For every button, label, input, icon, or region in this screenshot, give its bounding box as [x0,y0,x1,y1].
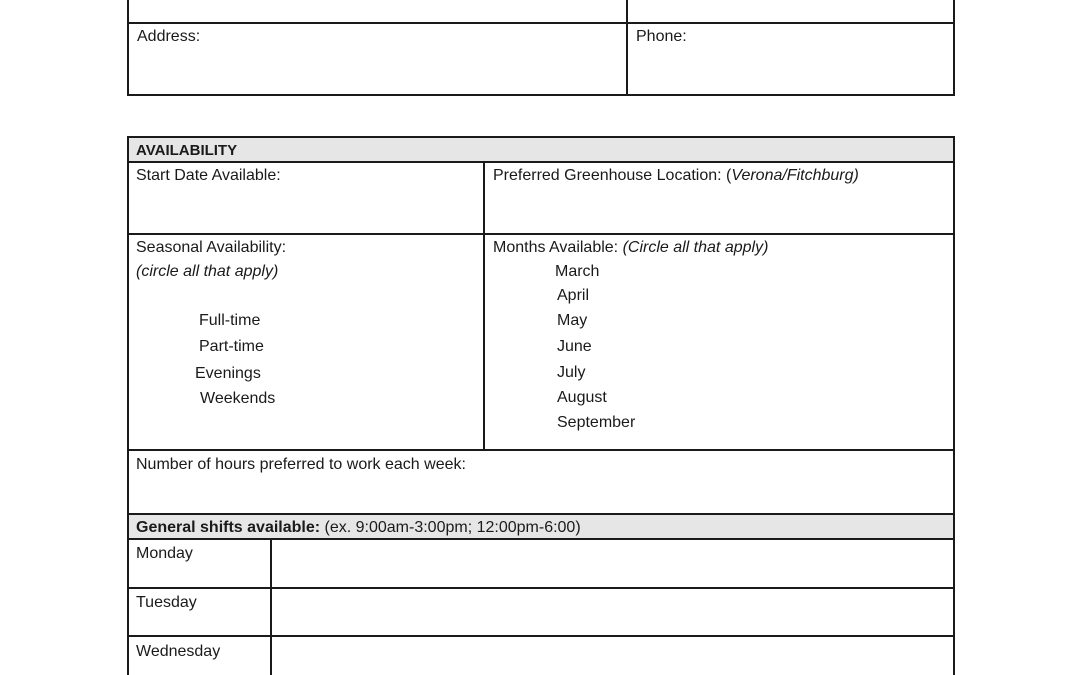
seasonal-option-part-time[interactable]: Part-time [199,338,264,355]
months-hint: (Circle all that apply) [622,239,769,256]
location-options: Verona/Fitchburg) [731,167,859,184]
month-option-july[interactable]: July [557,364,586,381]
shifts-example: (ex. 9:00am-3:00pm; 12:00pm-6:00) [320,519,581,536]
address-label: Address: [137,28,201,45]
month-option-september[interactable]: September [557,414,636,431]
location-label-text: Preferred Greenhouse Location: ( [493,167,732,184]
seasonal-option-full-time[interactable]: Full-time [199,312,261,329]
monday-shift-field[interactable] [272,540,953,587]
months-label-text: Months Available: [493,239,623,256]
month-option-march[interactable]: March [555,263,600,280]
wednesday-shift-field[interactable] [272,637,953,675]
months-label [493,238,768,258]
availability-right-border [953,136,955,675]
month-option-may[interactable]: May [557,312,588,329]
shifts-header [136,518,581,538]
address-field[interactable] [129,24,626,94]
month-option-june[interactable]: June [557,338,592,355]
hours-field[interactable] [129,451,953,513]
month-option-august[interactable]: August [557,389,607,406]
availability-title: AVAILABILITY [136,142,238,159]
seasonal-hint: (circle all that apply) [136,263,279,280]
start-date-label: Start Date Available: [136,167,281,184]
hours-row-divider [127,513,955,515]
day-label-tuesday: Tuesday [136,594,197,611]
day-label-wednesday: Wednesday [136,643,221,660]
month-option-april[interactable]: April [557,287,590,304]
start-date-field[interactable] [129,163,483,233]
seasonal-label: Seasonal Availability: [136,239,287,256]
contact-bottom-border [127,94,955,96]
startdate-row-divider [127,233,955,235]
availability-top-border [127,136,955,138]
phone-field[interactable] [628,24,953,94]
availability-header-bg [129,138,953,162]
shifts-label: General shifts available: [136,519,321,536]
location-field[interactable] [485,163,953,233]
seasonal-option-weekends[interactable]: Weekends [200,390,276,407]
hours-label: Number of hours preferred to work each week: [136,456,466,473]
contact-right-border [953,0,955,96]
seasonal-option-evenings[interactable]: Evenings [195,365,261,382]
day-label-monday: Monday [136,545,193,562]
phone-label: Phone: [636,28,687,45]
tuesday-shift-field[interactable] [272,589,953,635]
